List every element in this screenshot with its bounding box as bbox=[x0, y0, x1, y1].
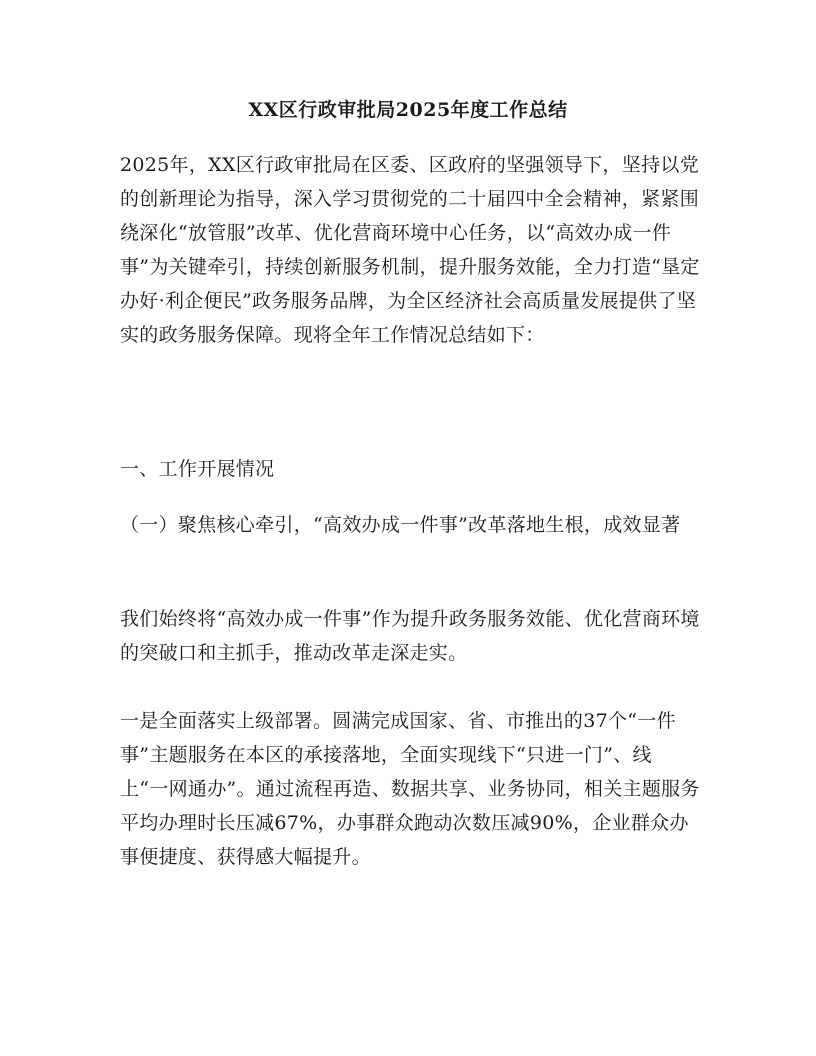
body-paragraph: 一是全面落实上级部署。圆满完成国家、省、市推出的37个“一件事”主题服务在本区的承接落地，全面实现线下“只进一门”、线上“一网通办”。通过流程再造、数据共享、业务协同，相关主题服务平均办理时长压减67%，办事群众跑动次数压减90%，企业群众办事便捷度、获得感大幅提升。 bbox=[120, 710, 700, 868]
body-paragraph: 我们始终将“高效办成一件事”作为提升政务服务效能、优化营商环境的突破口和主抓手，推动改革走深走实。 bbox=[120, 608, 700, 664]
section-heading: 一、工作开展情况 bbox=[120, 458, 275, 480]
subsection-heading: （一）聚焦核心牵引，“高效办成一件事”改革落地生根，成效显著 bbox=[120, 514, 681, 536]
intro-paragraph: 2025年，XX区行政审批局在区委、区政府的坚强领导下，坚持以党的创新理论为指导，深入学习贯彻党的二十届四中全会精神，紧紧围绕深化“放管服”改革、优化营商环境中心任务，以“高效办成一件事”为关键牵引，持续创新服务机制，提升服务效能，全力打造“垦定办好·利企便民”政务服务品牌，为全区经济社会高质量发展提供了坚实的政务服务保障。现将全年工作情况总结如下： bbox=[120, 154, 700, 346]
document-title: XX区行政审批局2025年度工作总结 bbox=[248, 99, 568, 121]
